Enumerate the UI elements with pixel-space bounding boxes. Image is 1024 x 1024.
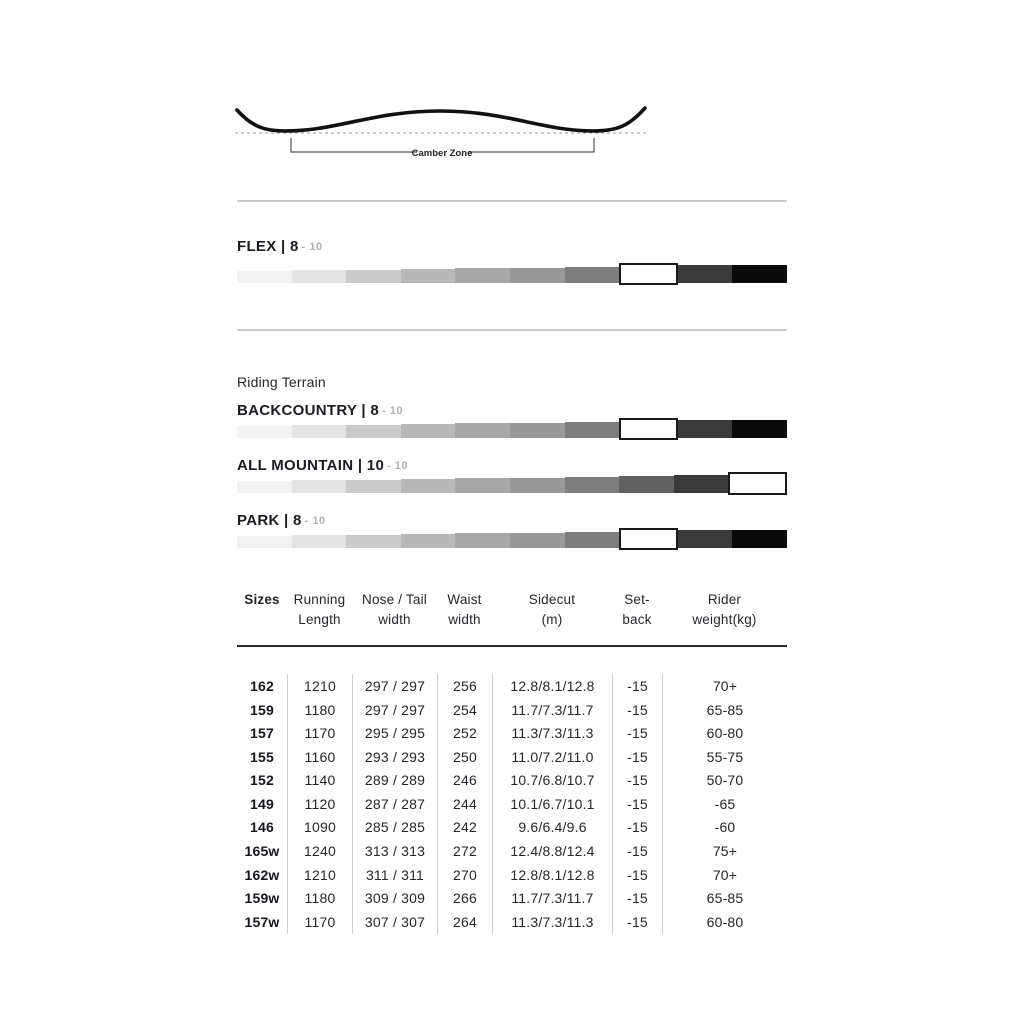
spec-cell: 1180 — [287, 886, 352, 910]
backcountry-rating-bar — [237, 420, 787, 438]
spec-cell: -15 — [612, 721, 662, 745]
rating-segment — [510, 533, 565, 549]
size-cell: 159w — [244, 890, 280, 907]
spec-cell: 1170 — [287, 910, 352, 934]
spec-cell: 11.3/7.3/11.3 — [492, 910, 612, 934]
rating-segment — [292, 425, 347, 438]
spec-cell: 65-85 — [662, 698, 787, 722]
spec-cell: 295 / 295 — [352, 721, 437, 745]
spec-cell: -15 — [612, 816, 662, 840]
rating-segment — [346, 270, 401, 283]
spec-cell: 10.1/6.7/10.1 — [492, 792, 612, 816]
column-header: Rider weight(kg) — [692, 592, 757, 627]
rating-segment — [401, 424, 456, 438]
spec-cell: 1090 — [287, 816, 352, 840]
spec-cell: 285 / 285 — [352, 816, 437, 840]
size-cell: 165w — [244, 843, 280, 860]
size-cell: 146 — [250, 819, 274, 836]
table-body — [237, 674, 787, 934]
rating-segment — [401, 479, 456, 493]
spec-cell: 307 / 307 — [352, 910, 437, 934]
rating-segment — [732, 420, 787, 438]
size-cell: 157 — [250, 725, 274, 742]
rating-segment — [401, 534, 456, 548]
spec-cell: 297 / 297 — [352, 698, 437, 722]
spec-cell: 12.4/8.8/12.4 — [492, 839, 612, 863]
spec-cell: -15 — [612, 698, 662, 722]
spec-cell: 60-80 — [662, 721, 787, 745]
divider-line — [237, 329, 787, 331]
backcountry-label — [237, 403, 403, 419]
spec-cell: -15 — [612, 839, 662, 863]
spec-cell: 287 / 287 — [352, 792, 437, 816]
board-profile-curve — [237, 108, 645, 131]
rating-segment — [565, 267, 620, 283]
rating-segment — [732, 265, 787, 283]
spec-cell: 12.8/8.1/12.8 — [492, 674, 612, 698]
spec-cell: 12.8/8.1/12.8 — [492, 863, 612, 887]
riding-terrain-title: Riding Terrain — [237, 374, 326, 390]
divider-line — [237, 200, 787, 202]
spec-cell: 1210 — [287, 674, 352, 698]
rating-segment-selected — [619, 418, 678, 440]
flex-label — [237, 239, 323, 255]
column-header: Sidecut (m) — [528, 592, 576, 627]
camber-zone-label: Camber Zone — [411, 148, 473, 159]
spec-cell: 60-80 — [662, 910, 787, 934]
size-cell: 162 — [250, 677, 274, 694]
spec-cell: 11.0/7.2/11.0 — [492, 745, 612, 769]
spec-cell: 266 — [437, 886, 492, 910]
rating-segment — [455, 478, 510, 493]
spec-cell: 309 / 309 — [352, 886, 437, 910]
rating-segment — [292, 270, 347, 283]
rating-segment — [292, 535, 347, 548]
spec-cell: 70+ — [662, 863, 787, 887]
spec-cell: 272 — [437, 839, 492, 863]
table-row — [237, 698, 787, 722]
spec-cell: 246 — [437, 769, 492, 793]
spec-cell: -65 — [662, 792, 787, 816]
table-row — [237, 674, 787, 698]
all-mountain-label-text: ALL MOUNTAIN | 10 — [237, 457, 385, 474]
park-label — [237, 513, 326, 529]
spec-cell: 75+ — [662, 839, 787, 863]
table-header-rule — [237, 645, 787, 647]
table-row — [237, 863, 787, 887]
spec-cell: 242 — [437, 816, 492, 840]
rating-segment — [346, 480, 401, 493]
rating-segment — [678, 265, 733, 283]
all-mountain-label-suffix: - 10 — [387, 460, 409, 472]
rating-segment — [565, 477, 620, 493]
size-cell: 149 — [250, 795, 274, 812]
spec-cell: -15 — [612, 792, 662, 816]
spec-cell: 1120 — [287, 792, 352, 816]
table-row — [237, 745, 787, 769]
spec-cell: -15 — [612, 886, 662, 910]
column-header: Nose / Tail width — [362, 592, 427, 627]
spec-cell: 50-70 — [662, 769, 787, 793]
all-mountain-label — [237, 458, 408, 474]
flex-rating-bar — [237, 265, 787, 283]
spec-cell: 311 / 311 — [352, 863, 437, 887]
rating-segment — [565, 422, 620, 438]
spec-cell: 293 / 293 — [352, 745, 437, 769]
spec-cell: 1140 — [287, 769, 352, 793]
spec-cell: 11.3/7.3/11.3 — [492, 721, 612, 745]
size-spec-table — [237, 590, 787, 934]
table-row — [237, 792, 787, 816]
table-row — [237, 886, 787, 910]
backcountry-label-suffix: - 10 — [382, 405, 404, 417]
spec-cell: 289 / 289 — [352, 769, 437, 793]
rating-segment-selected — [619, 263, 678, 285]
rating-segment — [237, 271, 292, 283]
spec-cell: -15 — [612, 745, 662, 769]
spec-cell: -15 — [612, 674, 662, 698]
spec-cell: 55-75 — [662, 745, 787, 769]
rating-segment — [346, 425, 401, 438]
rating-segment — [510, 423, 565, 439]
spec-cell: 1180 — [287, 698, 352, 722]
spec-cell: 313 / 313 — [352, 839, 437, 863]
rating-segment — [510, 268, 565, 284]
rating-segment — [346, 535, 401, 548]
rating-segment — [565, 532, 620, 548]
rating-segment — [237, 536, 292, 548]
rating-segment — [455, 533, 510, 548]
spec-cell: 1170 — [287, 721, 352, 745]
park-label-suffix: - 10 — [304, 515, 326, 527]
spec-cell: 1160 — [287, 745, 352, 769]
spec-cell: -15 — [612, 863, 662, 887]
backcountry-label-text: BACKCOUNTRY | 8 — [237, 402, 380, 419]
rating-segment — [674, 475, 729, 493]
spec-cell: 297 / 297 — [352, 674, 437, 698]
size-cell: 155 — [250, 748, 274, 765]
spec-cell: 256 — [437, 674, 492, 698]
rating-segment — [732, 530, 787, 548]
rating-segment — [237, 426, 292, 438]
column-header: Running Length — [293, 592, 346, 627]
column-header: Waist width — [447, 592, 482, 627]
spec-cell: 244 — [437, 792, 492, 816]
spec-cell: 270 — [437, 863, 492, 887]
table-row — [237, 769, 787, 793]
spec-cell: 70+ — [662, 674, 787, 698]
spec-cell: 252 — [437, 721, 492, 745]
table-row — [237, 816, 787, 840]
spec-cell: 1210 — [287, 863, 352, 887]
rating-segment — [401, 269, 456, 283]
rating-segment — [292, 480, 347, 493]
spec-cell: 250 — [437, 745, 492, 769]
rating-segment-selected — [619, 528, 678, 550]
spec-cell: -15 — [612, 910, 662, 934]
spec-cell: 1240 — [287, 839, 352, 863]
table-row — [237, 839, 787, 863]
spec-cell: 9.6/6.4/9.6 — [492, 816, 612, 840]
rating-segment-selected — [728, 472, 787, 495]
rating-segment — [455, 268, 510, 283]
flex-label-text: FLEX | 8 — [237, 238, 299, 255]
spec-cell: 10.7/6.8/10.7 — [492, 769, 612, 793]
spec-cell: 65-85 — [662, 886, 787, 910]
park-rating-bar — [237, 530, 787, 548]
camber-profile-diagram — [225, 90, 655, 168]
rating-segment — [455, 423, 510, 438]
rating-segment — [619, 476, 674, 493]
column-header: Set- back — [622, 592, 652, 627]
all-mountain-rating-bar — [237, 475, 787, 493]
flex-label-suffix: - 10 — [301, 241, 323, 253]
size-cell: 157w — [244, 913, 280, 930]
table-header-row — [237, 590, 787, 629]
rating-segment — [237, 481, 292, 493]
spec-cell: 11.7/7.3/11.7 — [492, 886, 612, 910]
rating-segment — [510, 478, 565, 494]
rating-segment — [678, 530, 733, 548]
spec-cell: -60 — [662, 816, 787, 840]
spec-cell: -15 — [612, 769, 662, 793]
spec-cell: 11.7/7.3/11.7 — [492, 698, 612, 722]
size-cell: 152 — [250, 772, 274, 789]
spec-cell: 254 — [437, 698, 492, 722]
size-cell: 159 — [250, 701, 274, 718]
park-label-text: PARK | 8 — [237, 512, 302, 529]
table-row — [237, 910, 787, 934]
size-cell: 162w — [244, 866, 280, 883]
spec-cell: 264 — [437, 910, 492, 934]
rating-segment — [678, 420, 733, 438]
column-header: Sizes — [244, 592, 280, 607]
table-row — [237, 721, 787, 745]
